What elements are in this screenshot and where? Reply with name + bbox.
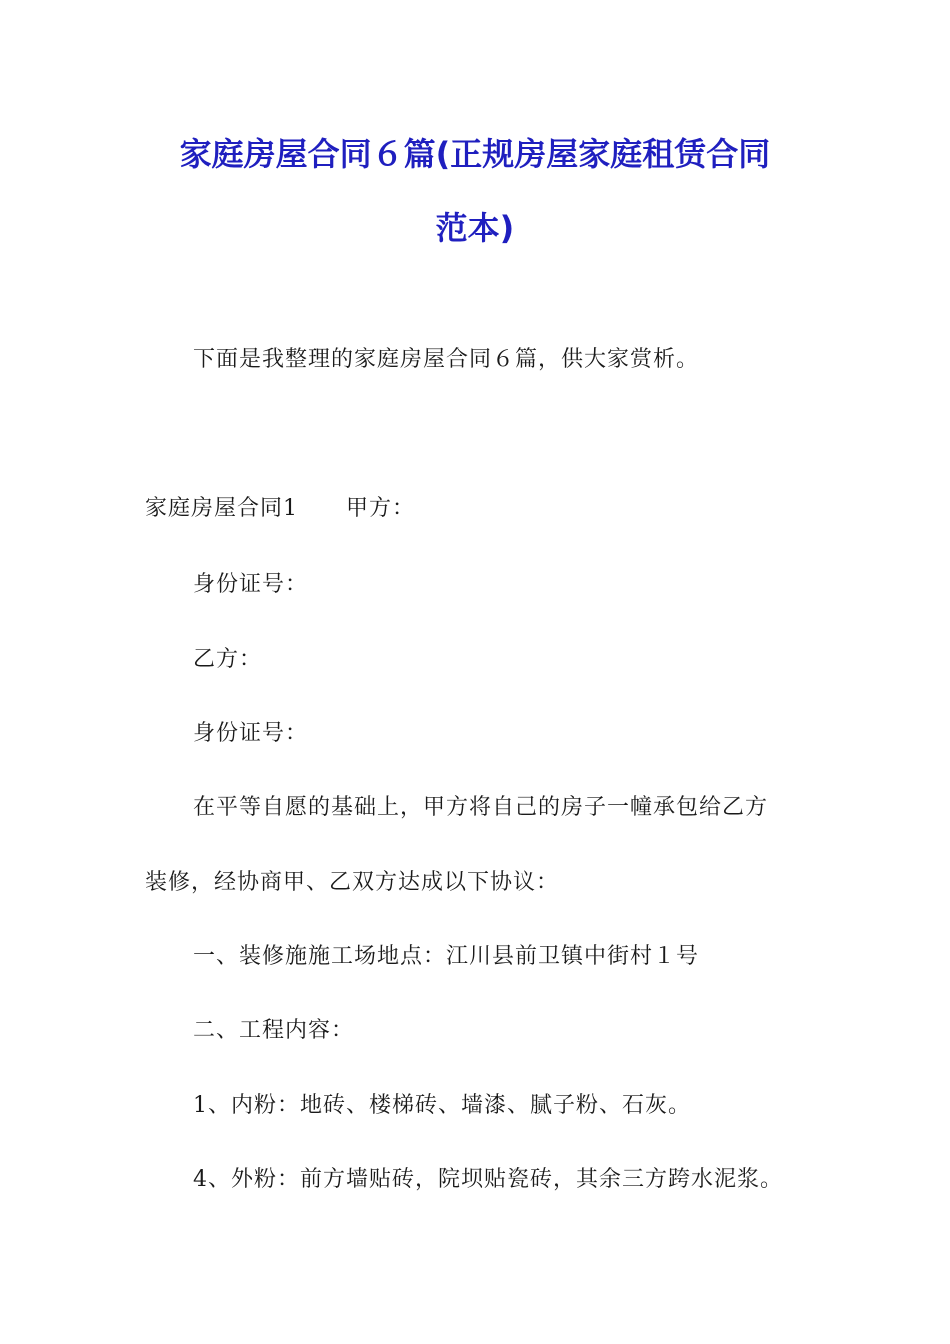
id-number-label-1: 身份证号：	[193, 572, 309, 597]
paragraph-line-1: 在平等自愿的基础上，甲方将自己的房子一幢承包给乙方	[193, 795, 769, 820]
party-b-label: 乙方：	[193, 647, 263, 672]
document-title-line-2: 范本)	[435, 209, 515, 247]
document-title-line-1: 家庭房屋合同６篇(正规房屋家庭租赁合同	[179, 135, 771, 173]
section-heading-row	[145, 494, 415, 524]
list-item-content-heading: 二、工程内容：	[193, 1018, 355, 1043]
list-item-location: 一、装修施施工场地点：江川县前卫镇中街村１号	[193, 944, 700, 969]
list-item-exterior: 4、外粉：前方墙贴砖，院坝贴瓷砖，其余三方跨水泥浆。	[193, 1167, 783, 1192]
id-number-label-2: 身份证号：	[193, 721, 309, 746]
intro-paragraph: 下面是我整理的家庭房屋合同６篇，供大家赏析。	[193, 347, 700, 372]
section-heading: 家庭房屋合同1	[145, 496, 298, 521]
party-a-label: 甲方：	[346, 496, 416, 521]
paragraph-line-2: 装修，经协商甲、乙双方达成以下协议：	[145, 870, 560, 895]
list-item-interior: 1、内粉：地砖、楼梯砖、墙漆、腻子粉、石灰。	[193, 1093, 691, 1118]
